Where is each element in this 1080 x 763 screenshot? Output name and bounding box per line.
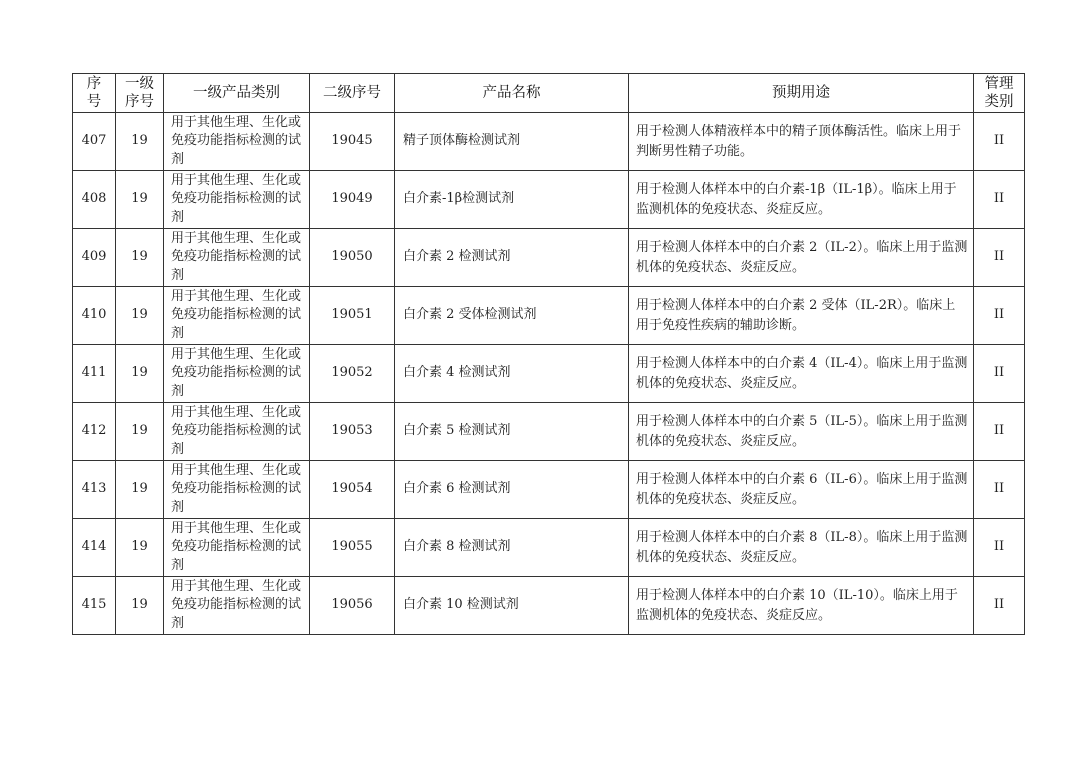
cell-intended-use: 用于检测人体样本中的白介素 6（IL-6）。临床上用于监测机体的免疫状态、炎症反应。 [629,461,974,519]
table-row [73,171,1025,229]
table-row [73,519,1025,577]
cell-level2-seq: 19051 [310,287,395,345]
table-row [73,577,1025,635]
header-seq: 序 号 [73,74,116,113]
cell-product-name: 白介素 10 检测试剂 [395,577,629,635]
cell-intended-use: 用于检测人体样本中的白介素 2（IL-2）。临床上用于监测机体的免疫状态、炎症反应。 [629,229,974,287]
cell-management-class: II [974,461,1025,519]
cell-management-class: II [974,171,1025,229]
header-level1-category: 一级产品类别 [164,74,310,113]
cell-intended-use: 用于检测人体精液样本中的精子顶体酶活性。临床上用于判断男性精子功能。 [629,113,974,171]
table-row [73,403,1025,461]
cell-level2-seq: 19054 [310,461,395,519]
cell-level1-category: 用于其他生理、生化或免疫功能指标检测的试剂 [164,229,310,287]
cell-product-name: 白介素 4 检测试剂 [395,345,629,403]
header-management-class: 管理 类别 [974,74,1025,113]
cell-level1-category: 用于其他生理、生化或免疫功能指标检测的试剂 [164,403,310,461]
cell-level1-category: 用于其他生理、生化或免疫功能指标检测的试剂 [164,287,310,345]
cell-management-class: II [974,577,1025,635]
cell-product-name: 白介素 8 检测试剂 [395,519,629,577]
cell-level2-seq: 19045 [310,113,395,171]
cell-management-class: II [974,287,1025,345]
cell-level1-category: 用于其他生理、生化或免疫功能指标检测的试剂 [164,461,310,519]
cell-management-class: II [974,229,1025,287]
product-catalog-table [72,73,1025,635]
cell-product-name: 白介素 2 受体检测试剂 [395,287,629,345]
header-level2-seq: 二级序号 [310,74,395,113]
cell-level2-seq: 19049 [310,171,395,229]
cell-seq: 414 [73,519,116,577]
cell-product-name: 白介素 5 检测试剂 [395,403,629,461]
cell-seq: 409 [73,229,116,287]
cell-intended-use: 用于检测人体样本中的白介素 5（IL-5）。临床上用于监测机体的免疫状态、炎症反应。 [629,403,974,461]
cell-product-name: 白介素 2 检测试剂 [395,229,629,287]
cell-intended-use: 用于检测人体样本中的白介素 2 受体（IL-2R）。临床上用于免疫性疾病的辅助诊断。 [629,287,974,345]
cell-management-class: II [974,403,1025,461]
cell-management-class: II [974,345,1025,403]
cell-level2-seq: 19055 [310,519,395,577]
cell-product-name: 精子顶体酶检测试剂 [395,113,629,171]
header-intended-use: 预期用途 [629,74,974,113]
cell-intended-use: 用于检测人体样本中的白介素 4（IL-4）。临床上用于监测机体的免疫状态、炎症反应。 [629,345,974,403]
cell-level1-seq: 19 [116,577,164,635]
table-row [73,461,1025,519]
cell-level1-seq: 19 [116,113,164,171]
table-row [73,287,1025,345]
table-row [73,345,1025,403]
cell-level1-seq: 19 [116,519,164,577]
cell-level1-seq: 19 [116,229,164,287]
cell-level1-seq: 19 [116,171,164,229]
cell-seq: 408 [73,171,116,229]
cell-level1-category: 用于其他生理、生化或免疫功能指标检测的试剂 [164,113,310,171]
cell-intended-use: 用于检测人体样本中的白介素-1β（IL-1β）。临床上用于监测机体的免疫状态、炎症反应。 [629,171,974,229]
cell-level2-seq: 19056 [310,577,395,635]
cell-level1-seq: 19 [116,345,164,403]
cell-level1-category: 用于其他生理、生化或免疫功能指标检测的试剂 [164,171,310,229]
table-row [73,229,1025,287]
cell-level2-seq: 19050 [310,229,395,287]
cell-level1-category: 用于其他生理、生化或免疫功能指标检测的试剂 [164,519,310,577]
cell-level1-category: 用于其他生理、生化或免疫功能指标检测的试剂 [164,577,310,635]
cell-product-name: 白介素 6 检测试剂 [395,461,629,519]
header-level1-seq: 一级 序号 [116,74,164,113]
cell-seq: 407 [73,113,116,171]
table-header-row [73,74,1025,113]
cell-seq: 412 [73,403,116,461]
cell-level2-seq: 19052 [310,345,395,403]
header-product-name: 产品名称 [395,74,629,113]
cell-intended-use: 用于检测人体样本中的白介素 10（IL-10）。临床上用于监测机体的免疫状态、炎症反应。 [629,577,974,635]
table-body [73,113,1025,635]
cell-intended-use: 用于检测人体样本中的白介素 8（IL-8）。临床上用于监测机体的免疫状态、炎症反应。 [629,519,974,577]
cell-seq: 415 [73,577,116,635]
cell-seq: 410 [73,287,116,345]
cell-level1-seq: 19 [116,287,164,345]
cell-level1-seq: 19 [116,403,164,461]
cell-seq: 411 [73,345,116,403]
cell-management-class: II [974,519,1025,577]
cell-seq: 413 [73,461,116,519]
cell-level2-seq: 19053 [310,403,395,461]
cell-management-class: II [974,113,1025,171]
cell-level1-category: 用于其他生理、生化或免疫功能指标检测的试剂 [164,345,310,403]
table-row [73,113,1025,171]
cell-level1-seq: 19 [116,461,164,519]
cell-product-name: 白介素-1β检测试剂 [395,171,629,229]
